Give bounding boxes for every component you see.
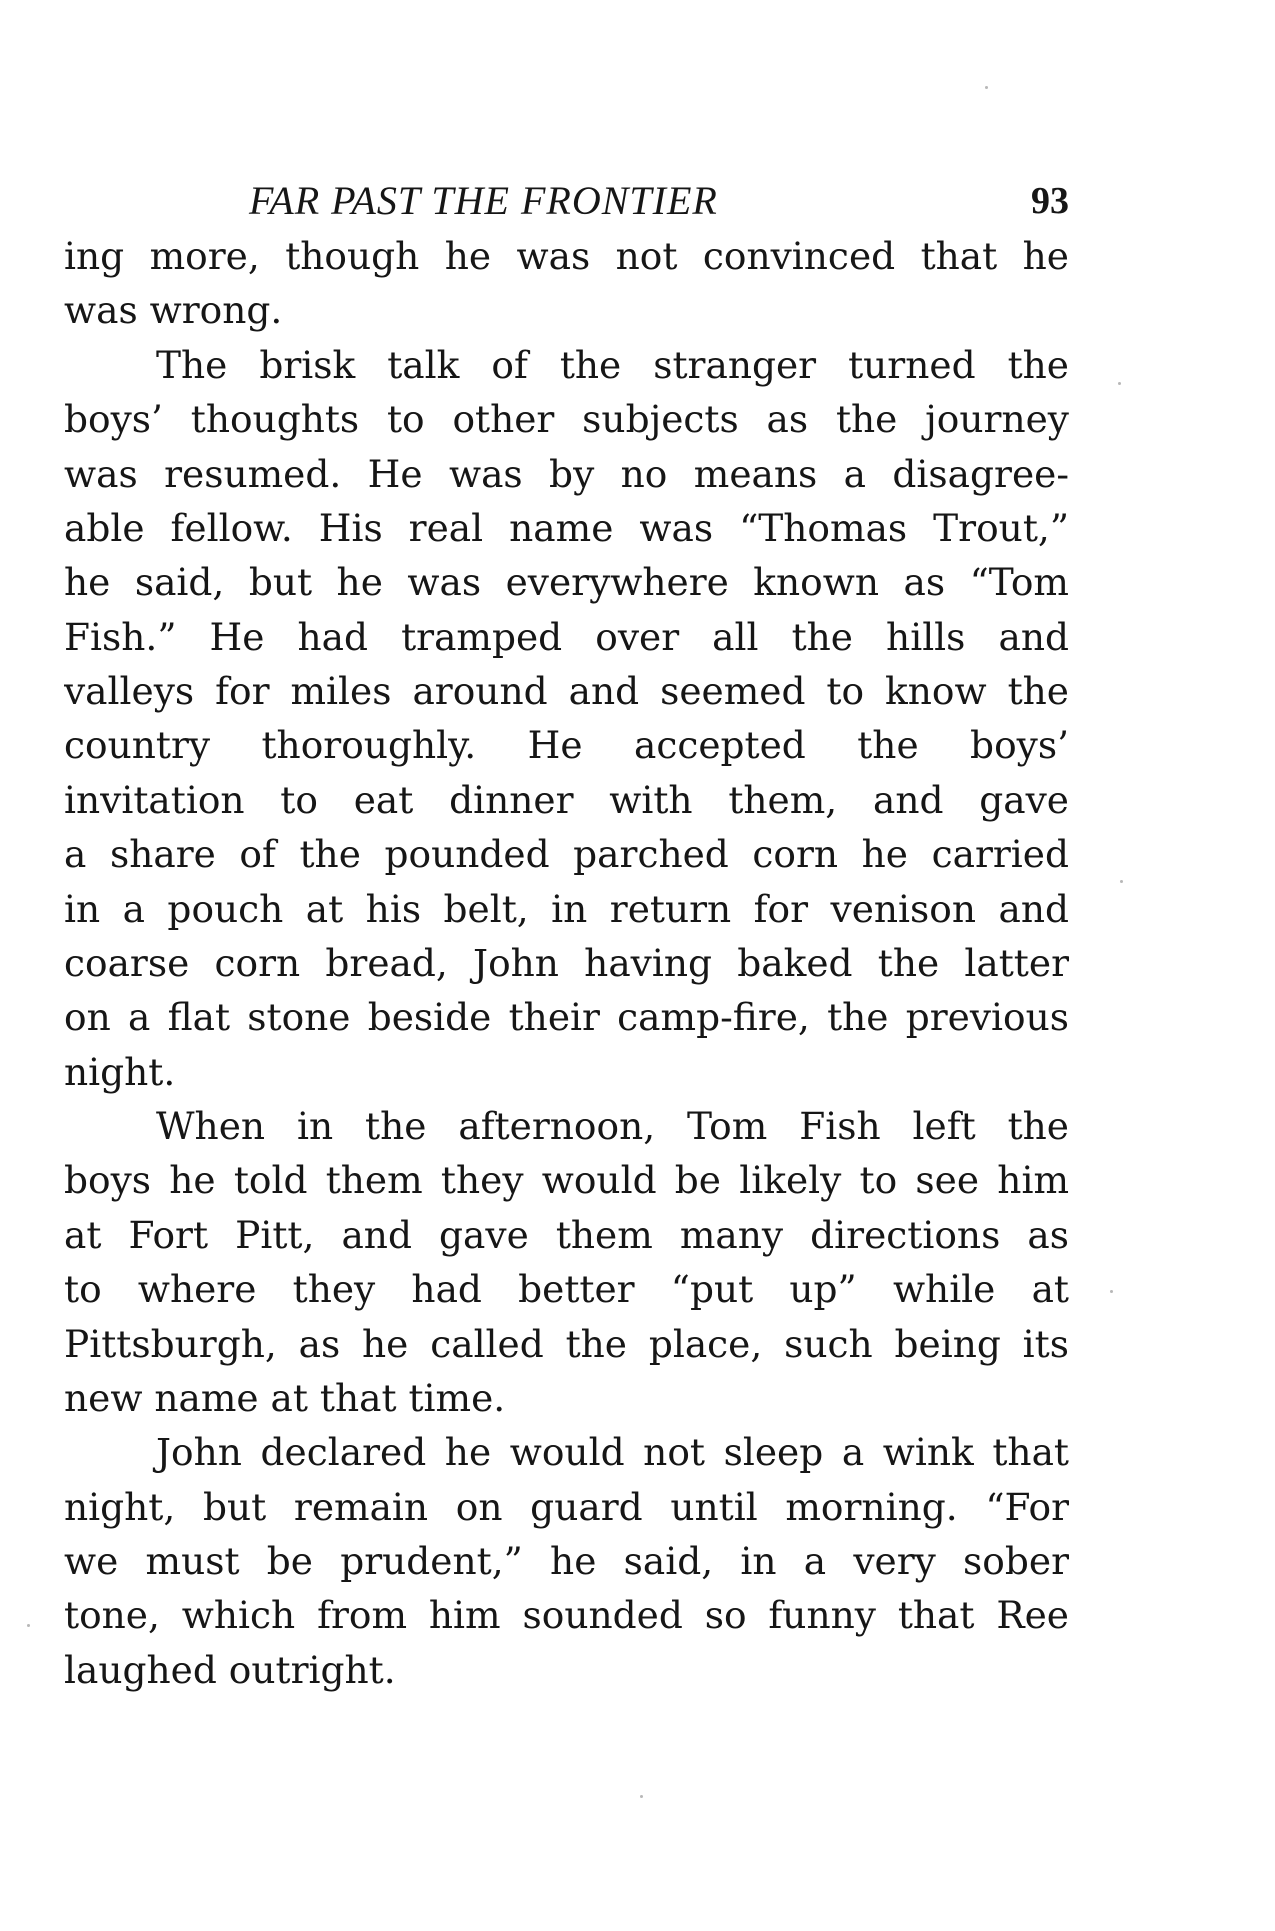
text-line: he said, but he was everywhere known as “Tom	[64, 560, 1069, 604]
text-line: new name at that time.	[64, 1376, 506, 1420]
paper-speck	[1120, 880, 1123, 883]
text-line: country thoroughly. He accepted the boys’	[64, 723, 1069, 767]
text-line: we must be prudent,” he said, in a very sober	[64, 1539, 1069, 1583]
text-line: was wrong.	[64, 288, 283, 332]
text-line: ing more, though he was not convinced that he	[64, 234, 1069, 278]
text-line: valleys for miles around and seemed to know the	[64, 669, 1069, 713]
text-line: Pittsburgh, as he called the place, such being its	[64, 1322, 1069, 1366]
paper-speck	[985, 86, 988, 89]
text-line: When in the afternoon, Tom Fish left the	[156, 1104, 1069, 1148]
paper-speck	[640, 1795, 643, 1798]
text-line: on a flat stone beside their camp-fire, the previous	[64, 995, 1069, 1039]
text-line: coarse corn bread, John having baked the latter	[64, 941, 1069, 985]
text-line: a share of the pounded parched corn he carried	[64, 832, 1069, 876]
paper-speck	[1118, 382, 1121, 385]
text-line: able fellow. His real name was “Thomas Trout,”	[64, 506, 1069, 550]
text-line: tone, which from him sounded so funny that Ree	[64, 1593, 1069, 1637]
text-line: in a pouch at his belt, in return for venison and	[64, 887, 1069, 931]
text-line: John declared he would not sleep a wink that	[156, 1430, 1069, 1474]
text-line: Fish.” He had tramped over all the hills and	[64, 615, 1069, 659]
text-line: was resumed. He was by no means a disagree-	[64, 452, 1069, 496]
text-line: at Fort Pitt, and gave them many directions as	[64, 1213, 1069, 1257]
text-line: boys’ thoughts to other subjects as the journey	[64, 397, 1069, 441]
running-title: FAR PAST THE FRONTIER	[249, 178, 718, 223]
running-head	[64, 176, 1069, 226]
text-line: laughed outright.	[64, 1648, 396, 1692]
text-line: invitation to eat dinner with them, and gave	[64, 778, 1069, 822]
text-line: boys he told them they would be likely to see him	[64, 1158, 1069, 1202]
text-line: The brisk talk of the stranger turned the	[156, 343, 1069, 387]
paper-speck	[1110, 1290, 1113, 1293]
text-line: night.	[64, 1050, 176, 1094]
page-number: 93	[1031, 180, 1069, 222]
text-line: to where they had better “put up” while at	[64, 1267, 1069, 1311]
paper-speck	[27, 1624, 30, 1627]
text-line: night, but remain on guard until morning. “For	[64, 1485, 1069, 1529]
